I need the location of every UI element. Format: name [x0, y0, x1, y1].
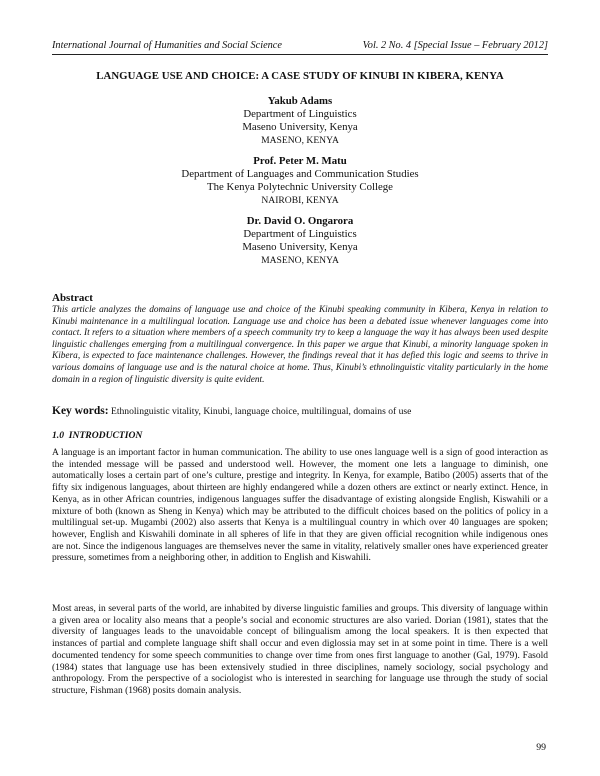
issue-info: Vol. 2 No. 4 [Special Issue – February 2012]: [362, 40, 548, 51]
author-block: [52, 215, 548, 267]
author-block: [52, 95, 548, 147]
abstract-text: This article analyzes the domains of language use and choice of the Kinubi speaking community in Kibera, Kenya in relation to Kinubi maintenance in a multilingual location. Language use and choice has been a debated issue whenever languages come into contact. It refers to a situation where members of a speech community try to keep a language the way it has always been used despite linguistic challenges emerging from a multilingual convergence. In this paper we argue that Kinubi, a minority language spoken in Kibera, is expected to face maintenance challenges. However, the findings reveal that it has defied this logic and seems to thrive in various domains of language use and is the natural choice at home. Thus, Kinubi’s ethnolinguistic vitality particularly in the home domain in a region of linguistic diversity is quite evident.: [52, 305, 548, 385]
running-header: [52, 40, 548, 55]
author-name: Dr. David O. Ongarora: [246, 215, 354, 227]
author-institution: The Kenya Polytechnic University College: [207, 181, 393, 193]
keywords-label: Key words:: [52, 405, 109, 417]
journal-name: International Journal of Humanities and Social Science: [52, 40, 282, 51]
author-block: [52, 155, 548, 207]
abstract-heading: Abstract: [52, 292, 93, 304]
author-department: Department of Linguistics: [243, 108, 357, 120]
author-department: Department of Languages and Communication Studies: [181, 168, 419, 180]
author-city: MASENO, KENYA: [261, 135, 339, 146]
author-institution: Maseno University, Kenya: [242, 121, 358, 133]
section-heading: 1.0 INTRODUCTION: [52, 430, 143, 441]
paper-title: LANGUAGE USE AND CHOICE: A CASE STUDY OF KINUBI IN KIBERA, KENYA: [96, 70, 504, 82]
author-institution: Maseno University, Kenya: [242, 241, 358, 253]
author-name: Yakub Adams: [267, 95, 333, 107]
author-city: MASENO, KENYA: [261, 255, 339, 266]
author-name: Prof. Peter M. Matu: [253, 155, 347, 167]
page-number: 99: [536, 742, 546, 753]
keywords-text: Ethnolinguistic vitality, Kinubi, language choice, multilingual, domains of use: [110, 406, 412, 417]
author-city: NAIROBI, KENYA: [261, 195, 339, 206]
author-department: Department of Linguistics: [243, 228, 357, 240]
body-paragraph: A language is an important factor in human communication. The ability to use ones language well is a sign of good interaction as the intended message will be passed and understood well. However, the moment one lets a language to diminish, one automatically loses a certain part of one’s culture, prestige and integrity. In Kenya, for example, Batibo (2005) asserts that of the fifty six indigenous languages, about thirteen are highly endangered while a dozen others are extinct or nearly extinct. Hence, in Kenya, as in other African countries, indigenous languages suffer the disadvantage of existing alongside English, Kiswahili or a mixture of both (known as Sheng in Kenya) which may be attributed to the difficult choices based on the politics of policy in a multilingual set-up. Mugambi (2002) also asserts that Kenya is a multilingual country in which over 40 languages are spoken; however, English and Kiswahili dominate in all spheres of life in that they are given official recognition while indigenous ones are not. Since the indigenous languages are themselves never the same in vitality, relatively smaller ones have experienced greater pressure, sometimes from a neighboring other, in addition to English and Kiswahili.: [52, 448, 548, 564]
keywords-line: [52, 405, 548, 417]
body-paragraph: Most areas, in several parts of the world, are inhabited by diverse linguistic families and groups. This diversity of language within a given area or locality also means that a people’s social and economic structures are also varied. Dorian (1981), states that the diversity of languages leads to the unavoidable concept of bilingualism among the local speakers. It is then expected that instances of partial and complete language shift shall occur and even diglossia may set in at some point in time. There is a well documented tendency for some speech communities to change over time from ones first language to another (Gal, 1979). Fasold (1984) states that language use has been extensively studied in three disciplines, namely sociology, social psychology and anthropology. From the perspective of a sociologist who is interested in searching for language use through the study of social structure, Fishman (1968) posits domain analysis.: [52, 604, 548, 696]
